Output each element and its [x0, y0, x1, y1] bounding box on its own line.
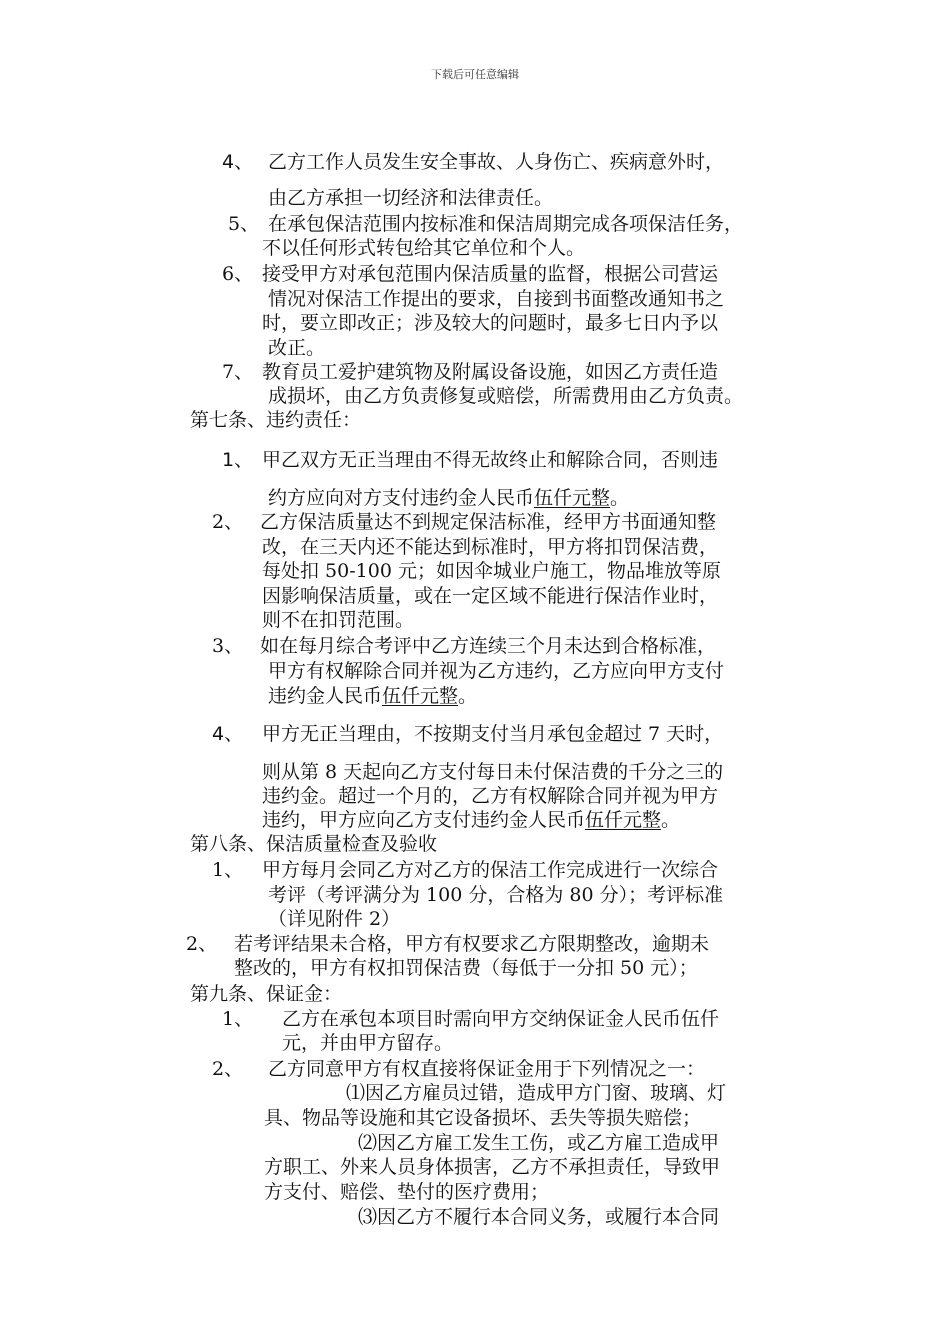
line-text: 乙方同意甲方有权直接将保证金用于下列情况之一： — [268, 1058, 706, 1080]
text-line — [262, 535, 718, 559]
text-line — [268, 150, 724, 174]
line-text: 第七条、违约责任： — [190, 409, 362, 431]
line-tail: 。 — [610, 487, 630, 509]
text-line — [358, 1131, 719, 1155]
line-text: 乙方工作人员发生安全事故、人身伤亡、疾病意外时， — [268, 151, 725, 173]
line-text: 方支付、赔偿、垫付的医疗费用； — [264, 1181, 550, 1203]
text-line — [262, 808, 680, 832]
line-text: 改正。 — [268, 337, 326, 359]
text-line — [268, 486, 629, 510]
list-number: 2、 — [212, 511, 244, 533]
line-text: 由乙方承担一切经济和法律责任。 — [268, 187, 554, 209]
list-number: 1、 — [222, 1008, 254, 1030]
text-line — [268, 287, 724, 311]
line-text: 不以任何形式转包给其它单位和个人。 — [262, 237, 586, 259]
text-line — [282, 1031, 453, 1055]
text-line — [268, 212, 743, 236]
list-number: 5、 — [228, 213, 260, 235]
line-text: 则不在扣罚范围。 — [262, 609, 415, 631]
text-line — [268, 336, 325, 360]
line-text: 具、物品等设施和其它设备损坏、丢失等损失赔偿； — [264, 1107, 702, 1129]
text-line — [260, 510, 716, 534]
list-number: 6、 — [222, 263, 254, 285]
text-line — [262, 760, 723, 784]
text-line — [268, 659, 724, 683]
line-text: 违约金人民币 — [268, 685, 383, 707]
text-line — [262, 584, 718, 608]
line-text: 甲乙双方无正当理由不得无故终止和解除合同，否则违 — [262, 449, 719, 471]
text-line — [264, 1106, 701, 1130]
line-text: 在承包保洁范围内按标准和保洁周期完成各项保洁任务， — [268, 213, 744, 235]
line-text: 因影响保洁质量，或在一定区域不能进行保洁作业时， — [262, 585, 719, 607]
line-text: ⑴因乙方雇员过错，造成甲方门窗、玻璃、灯 — [346, 1082, 727, 1104]
text-line — [264, 1155, 720, 1179]
text-line — [262, 722, 723, 746]
line-tail: 。 — [458, 685, 478, 707]
line-text: 乙方在承包本项目时需向甲方交纳保证金人民币伍仟 — [282, 1008, 720, 1030]
line-text: 接受甲方对承包范围内保洁质量的监督，根据公司营运 — [262, 263, 719, 285]
line-text: 如在每月综合考评中乙方连续三个月未达到合格标准， — [260, 635, 717, 657]
list-number: 4、 — [222, 151, 254, 173]
text-line — [190, 832, 437, 856]
text-line — [268, 907, 400, 931]
line-text: 违约金。超过一个月的，乙方有权解除合同并视为甲方 — [262, 785, 719, 807]
underlined-amount: 伍仟元整 — [382, 685, 459, 707]
line-text: 每处扣 50-100 元；如因伞城业户施工，物品堆放等原 — [262, 560, 721, 582]
text-line — [234, 956, 698, 980]
line-text: 元，并由甲方留存。 — [282, 1032, 454, 1054]
text-line — [268, 384, 743, 408]
line-tail: 。 — [661, 809, 681, 831]
line-text: 约方应向对方支付违约金人民币 — [268, 487, 535, 509]
text-line — [346, 1081, 726, 1105]
text-line — [358, 1205, 719, 1229]
line-text: ⑶因乙方不履行本合同义务，或履行本合同 — [358, 1206, 720, 1228]
list-number: 1、 — [222, 449, 254, 471]
list-number: 4、 — [212, 723, 244, 745]
list-number: 3、 — [212, 635, 244, 657]
line-text: 甲方无正当理由，不按期支付当月承包金超过 7 天时， — [262, 723, 724, 745]
line-text: 考评（考评满分为 100 分，合格为 80 分）；考评标准 — [268, 884, 724, 906]
underlined-amount: 伍仟元整 — [585, 809, 662, 831]
line-text: 教育员工爱护建筑物及附属设备设施，如因乙方责任造 — [262, 361, 719, 383]
line-text: ⑵因乙方雇工发生工伤，或乙方雇工造成甲 — [358, 1132, 720, 1154]
text-line — [190, 408, 361, 432]
list-number: 7、 — [222, 361, 254, 383]
text-line — [262, 311, 718, 335]
line-text: 甲方有权解除合同并视为乙方违约，乙方应向甲方支付 — [268, 660, 725, 682]
line-text: 甲方每月会同乙方对乙方的保洁工作完成进行一次综合 — [262, 859, 719, 881]
text-line — [268, 883, 723, 907]
text-line — [262, 858, 718, 882]
text-line — [190, 982, 342, 1006]
text-line — [262, 608, 414, 632]
list-number: 2、 — [212, 1058, 244, 1080]
text-line — [268, 684, 477, 708]
text-line — [262, 784, 718, 808]
underlined-amount: 伍仟元整 — [534, 487, 611, 509]
line-text: 整改的，甲方有权扣罚保洁费（每低于一分扣 50 元）； — [234, 957, 698, 979]
line-text: 若考评结果未合格，甲方有权要求乙方限期整改，逾期未 — [234, 933, 710, 955]
text-line — [268, 186, 553, 210]
page-header: 下载后可任意编辑 — [431, 68, 519, 81]
text-line — [262, 236, 585, 260]
text-line — [234, 932, 709, 956]
line-text: 则从第 8 天起向乙方支付每日未付保洁费的千分之三的 — [262, 761, 724, 783]
line-text: 第九条、保证金： — [190, 983, 343, 1005]
line-text: 第八条、保洁质量检查及验收 — [190, 833, 438, 855]
text-line — [262, 559, 721, 583]
text-line — [268, 1057, 705, 1081]
line-text: 方职工、外来人员身体损害，乙方不承担责任，导致甲 — [264, 1156, 721, 1178]
line-text: 违约，甲方应向乙方支付违约金人民币 — [262, 809, 586, 831]
text-line — [262, 262, 718, 286]
text-line — [262, 448, 718, 472]
text-line — [260, 634, 716, 658]
line-text: 时，要立即改正；涉及较大的问题时，最多七日内予以 — [262, 312, 719, 334]
list-number: 1、 — [212, 859, 244, 881]
text-line — [262, 360, 718, 384]
line-text: 改，在三天内还不能达到标准时，甲方将扣罚保洁费， — [262, 536, 719, 558]
line-text: 情况对保洁工作提出的要求，自接到书面整改通知书之 — [268, 288, 725, 310]
line-text: 成损坏，由乙方负责修复或赔偿，所需费用由乙方负责。 — [268, 385, 744, 407]
line-text: 乙方保洁质量达不到规定保洁标准，经甲方书面通知整 — [260, 511, 717, 533]
text-line — [264, 1180, 549, 1204]
text-line — [282, 1007, 719, 1031]
list-number: 2、 — [186, 933, 218, 955]
line-text: （详见附件 2） — [268, 908, 401, 930]
